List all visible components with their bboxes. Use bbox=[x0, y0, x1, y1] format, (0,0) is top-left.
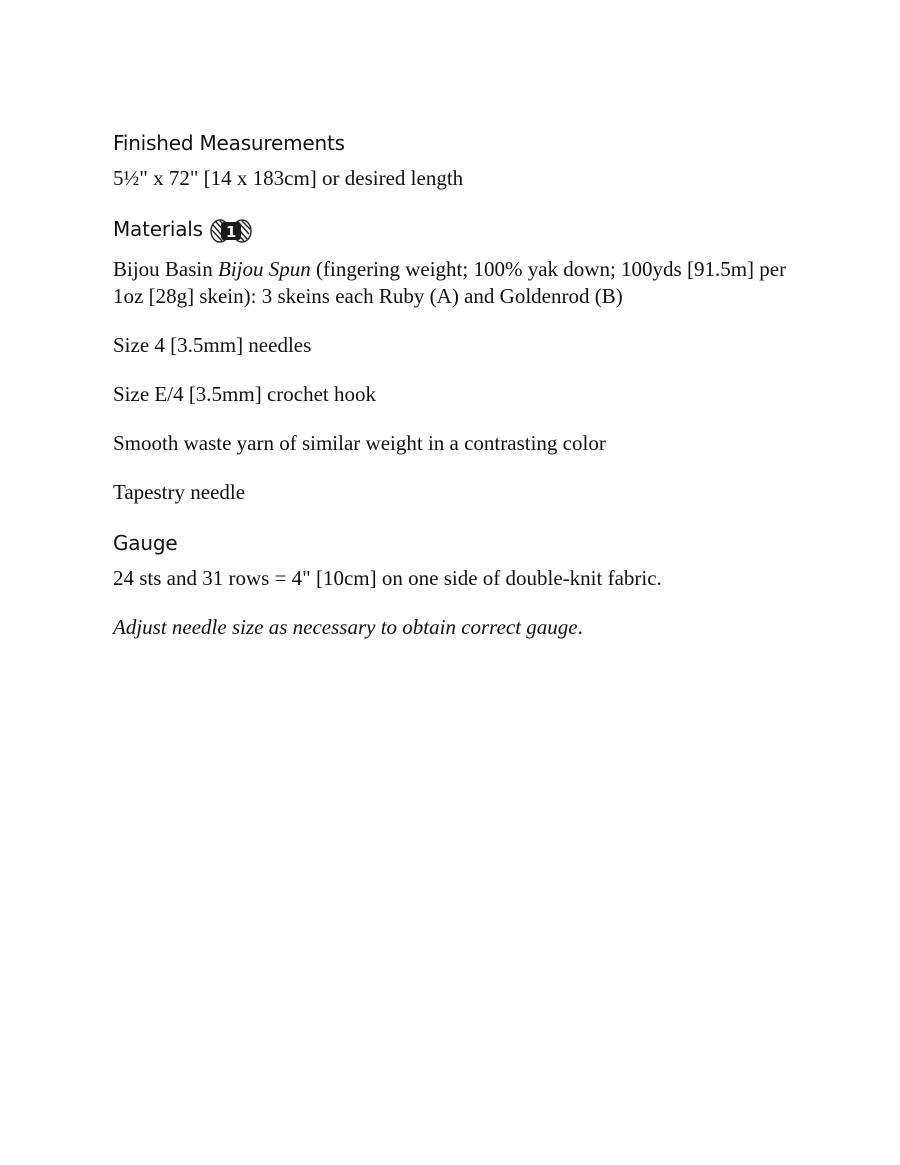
yarn-name: Bijou Spun bbox=[218, 257, 311, 281]
yarn-prefix: Bijou Basin bbox=[113, 257, 219, 281]
gauge-text: 24 sts and 31 rows = 4" [10cm] on one side of double-knit fabric. bbox=[113, 566, 662, 590]
gauge-note-text: Adjust needle size as necessary to obtain correct gauge bbox=[113, 615, 578, 639]
finished-measurements-heading: Finished Measurements bbox=[113, 131, 345, 155]
yarn-description bbox=[113, 256, 813, 310]
material-item-tapestry-needle: Tapestry needle bbox=[113, 480, 246, 504]
material-item-waste-yarn: Smooth waste yarn of similar weight in a contrasting color bbox=[113, 431, 606, 455]
materials-heading: Materials bbox=[113, 217, 203, 241]
yarn-weight-1-icon bbox=[209, 218, 253, 244]
materials-heading-row bbox=[113, 214, 813, 244]
gauge-heading: Gauge bbox=[113, 531, 178, 555]
yarn-weight-number: 1 bbox=[225, 223, 236, 241]
material-item-crochet-hook: Size E/4 [3.5mm] crochet hook bbox=[113, 382, 377, 406]
gauge-note-period: . bbox=[577, 615, 583, 639]
finished-measurements-text: 5½" x 72" [14 x 183cm] or desired length bbox=[113, 166, 464, 190]
pattern-page bbox=[113, 128, 813, 641]
gauge-note bbox=[113, 614, 813, 641]
yarn-suffix: (fingering weight; 100% yak down; 100yds [91.5m] per 1oz [28g] skein): 3 skeins each Ruby (A) and Goldenrod (B) bbox=[113, 257, 787, 308]
material-item-needles: Size 4 [3.5mm] needles bbox=[113, 333, 312, 357]
